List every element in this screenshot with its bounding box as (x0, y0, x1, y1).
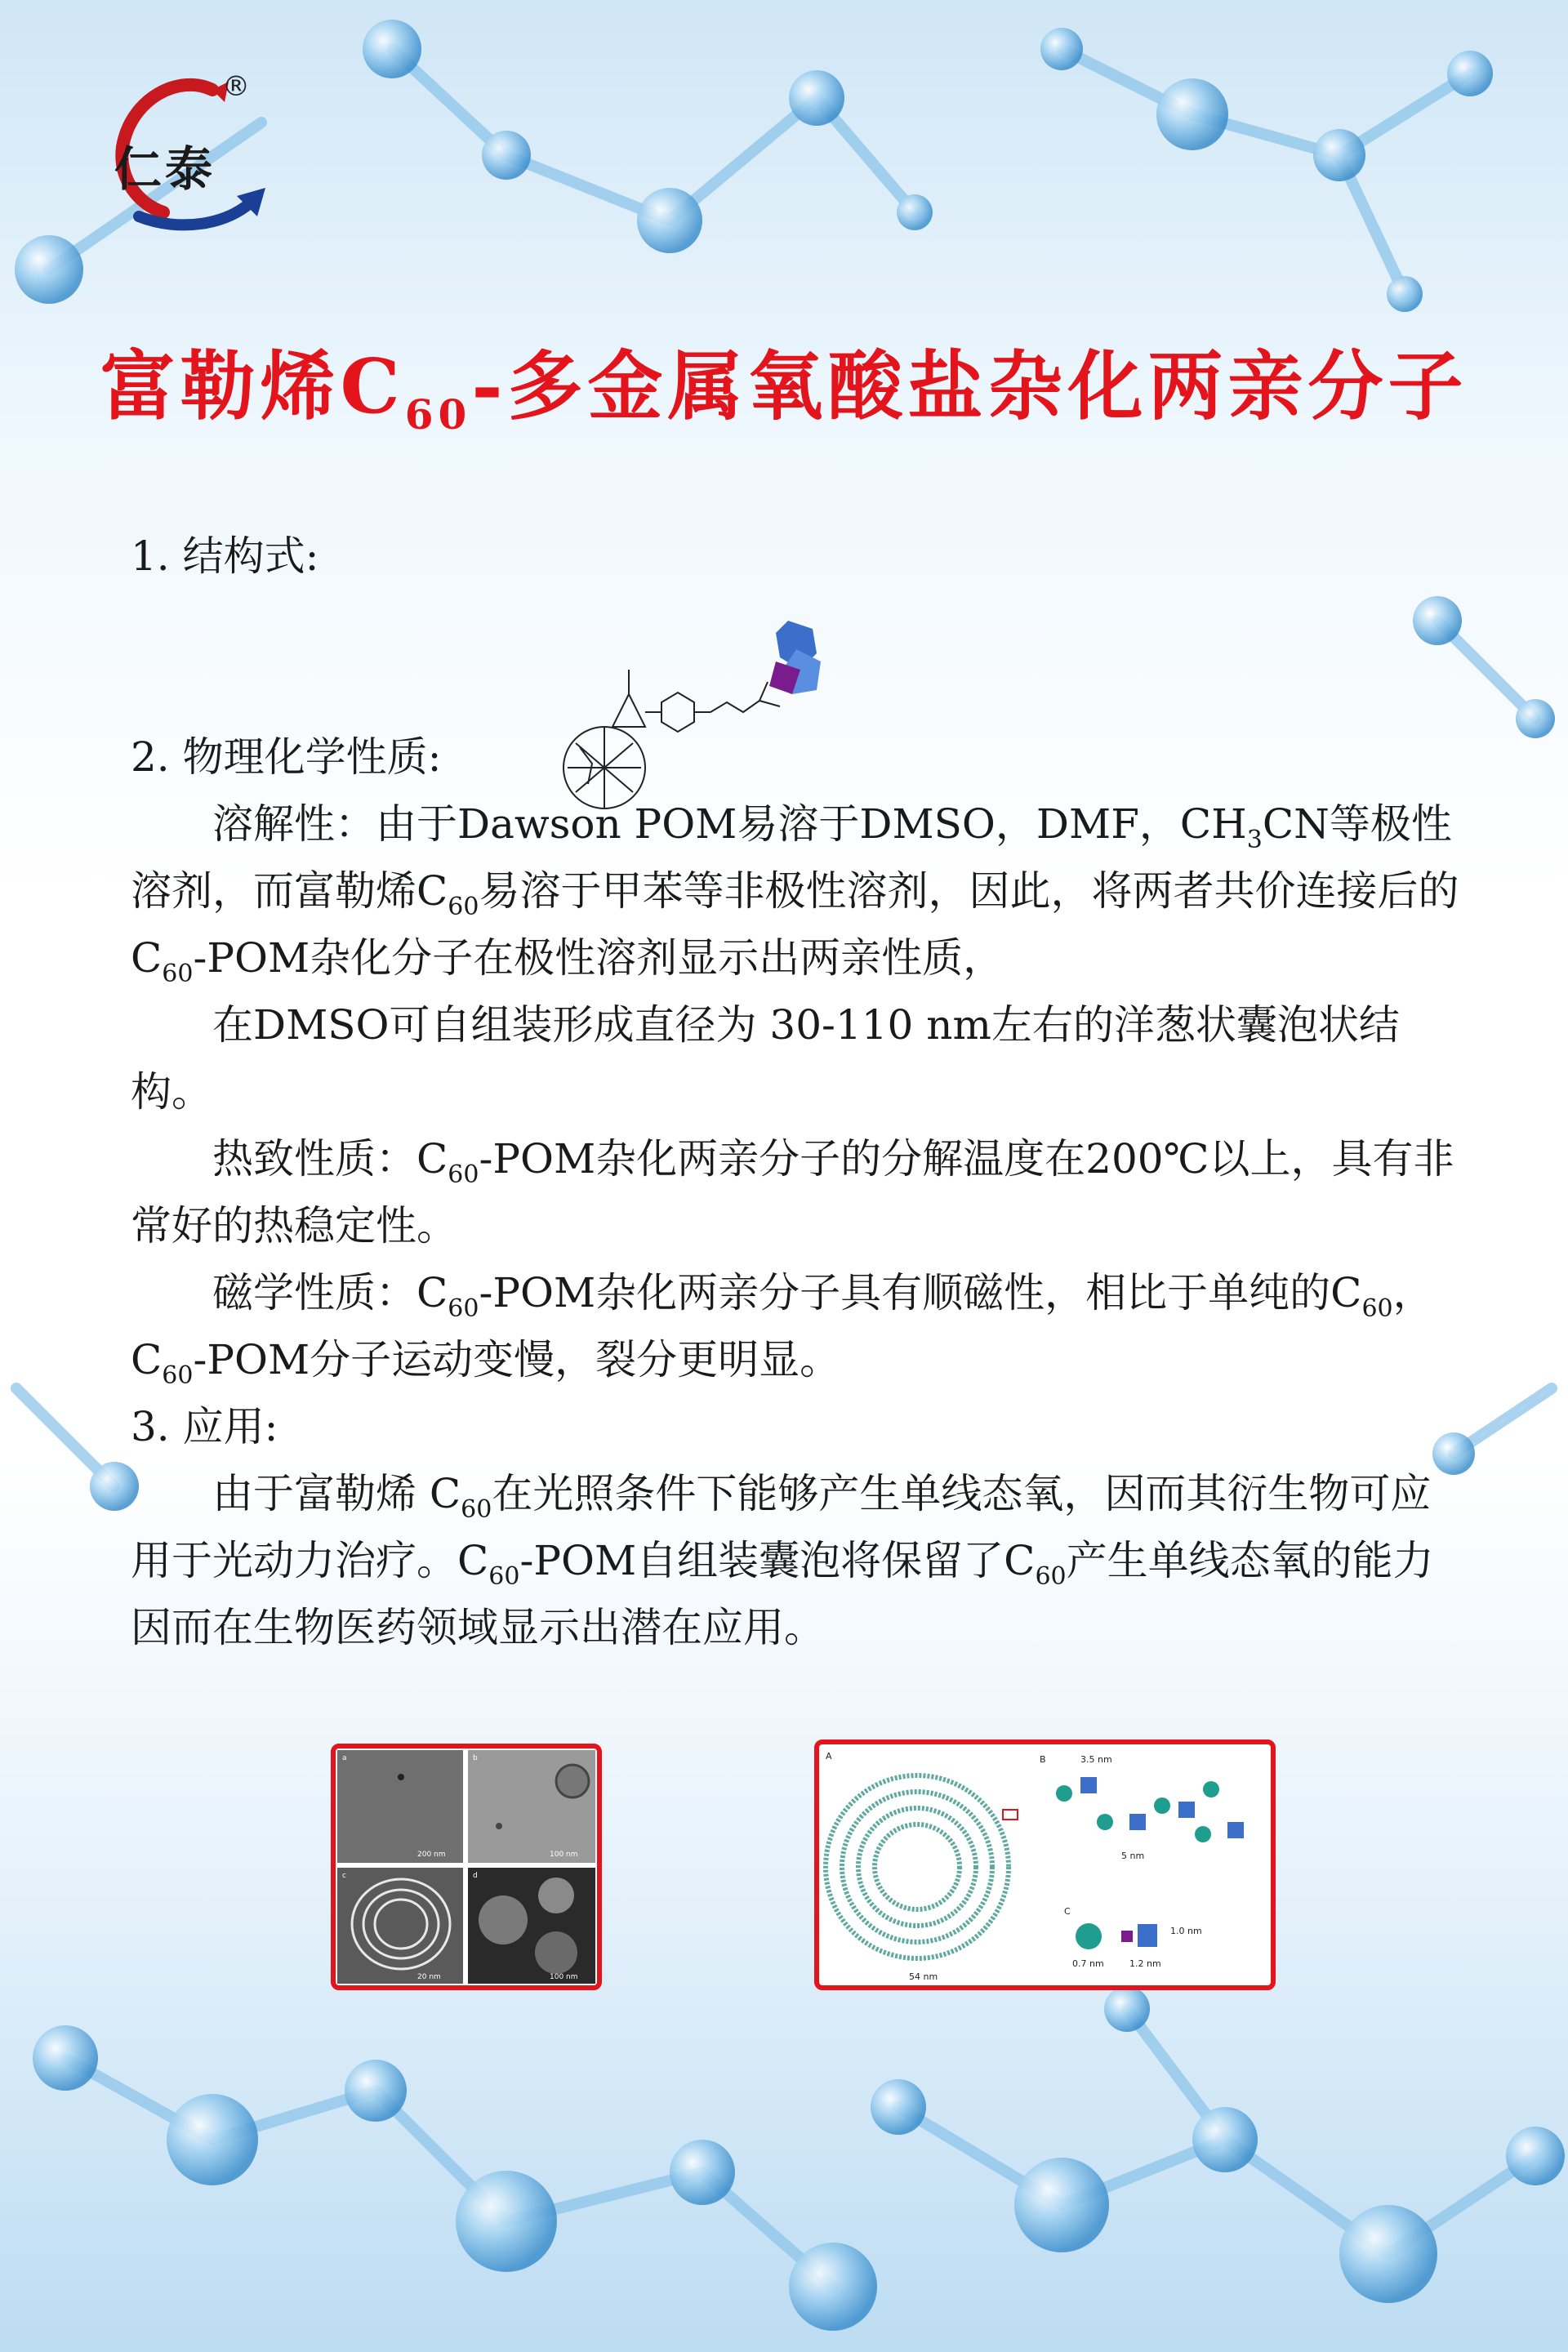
panel-c-label: C (1064, 1906, 1071, 1917)
panel-a-label: a (342, 1754, 347, 1762)
section-1-heading: 1. 结构式: (131, 532, 319, 580)
panel-c-label: c (342, 1872, 346, 1880)
scale-d: 100 nm (550, 1973, 578, 1981)
thermal-paragraph: 热致性质：$C_{60}$-POM杂化两亲分子的分解温度在200℃以上，具有非常好的热稳定性。 (131, 1135, 1454, 1250)
dim-1-2nm: 1.2 nm (1129, 1958, 1161, 1969)
page-title: 富勒烯$C_{60}-$多金属氧酸盐杂化两亲分子 (100, 342, 1468, 439)
self-assembly-paragraph: 在DMSO可自组装形成直径为 30-110 nm左右的洋葱状囊泡状结构。 (131, 1001, 1400, 1116)
dim-0-7nm: 0.7 nm (1072, 1958, 1104, 1969)
registered-mark: ® (222, 70, 250, 103)
section-2-heading: 2. 物理化学性质: (131, 733, 442, 781)
scale-b: 100 nm (550, 1851, 578, 1859)
brand-name: 仁泰 (114, 141, 216, 197)
solubility-paragraph: 溶解性：由于Dawson POM易溶于DMSO，DMF，$CH_3CN$等极性溶剂，而富勒烯$C_{60}$易溶于甲苯等非极性溶剂，因此，将两者共价连接后的$C_{60}$-POM杂化分子在极性溶剂显示出两亲性质， (131, 800, 1459, 988)
dim-1-0nm: 1.0 nm (1170, 1926, 1202, 1936)
panel-b-label: B (1040, 1754, 1046, 1765)
magnetic-paragraph: 磁学性质：$C_{60}$-POM杂化两亲分子具有顺磁性，相比于单纯的$C_{60}$，$C_{60}$-POM分子运动变慢，裂分更明显。 (131, 1269, 1434, 1390)
panel-b-label: b (473, 1754, 478, 1762)
dim-54nm: 54 nm (909, 1971, 938, 1982)
vesicle-model-figure (814, 1740, 1276, 1990)
tem-micrograph-figure (331, 1744, 602, 1990)
content-body (131, 523, 1470, 1661)
dim-5nm: 5 nm (1121, 1851, 1145, 1861)
section-3-heading: 3. 应用: (131, 1403, 278, 1450)
scale-a: 200 nm (417, 1851, 446, 1859)
panel-a-label: A (826, 1751, 832, 1762)
application-paragraph: 由于富勒烯 $C_{60}$在光照条件下能够产生单线态氧，因而其衍生物可应用于光动力治疗。$C_{60}$-POM自组装囊泡将保留了$C_{60}$产生单线态氧的能力因而在生物医药领域显示出潜在应用。 (131, 1470, 1434, 1651)
vesicle-model-drawing (819, 1744, 1271, 1985)
tem-panels (336, 1748, 597, 1985)
scale-c: 20 nm (417, 1973, 441, 1981)
panel-d-label: d (473, 1872, 478, 1880)
dim-3-5nm: 3.5 nm (1080, 1754, 1112, 1765)
